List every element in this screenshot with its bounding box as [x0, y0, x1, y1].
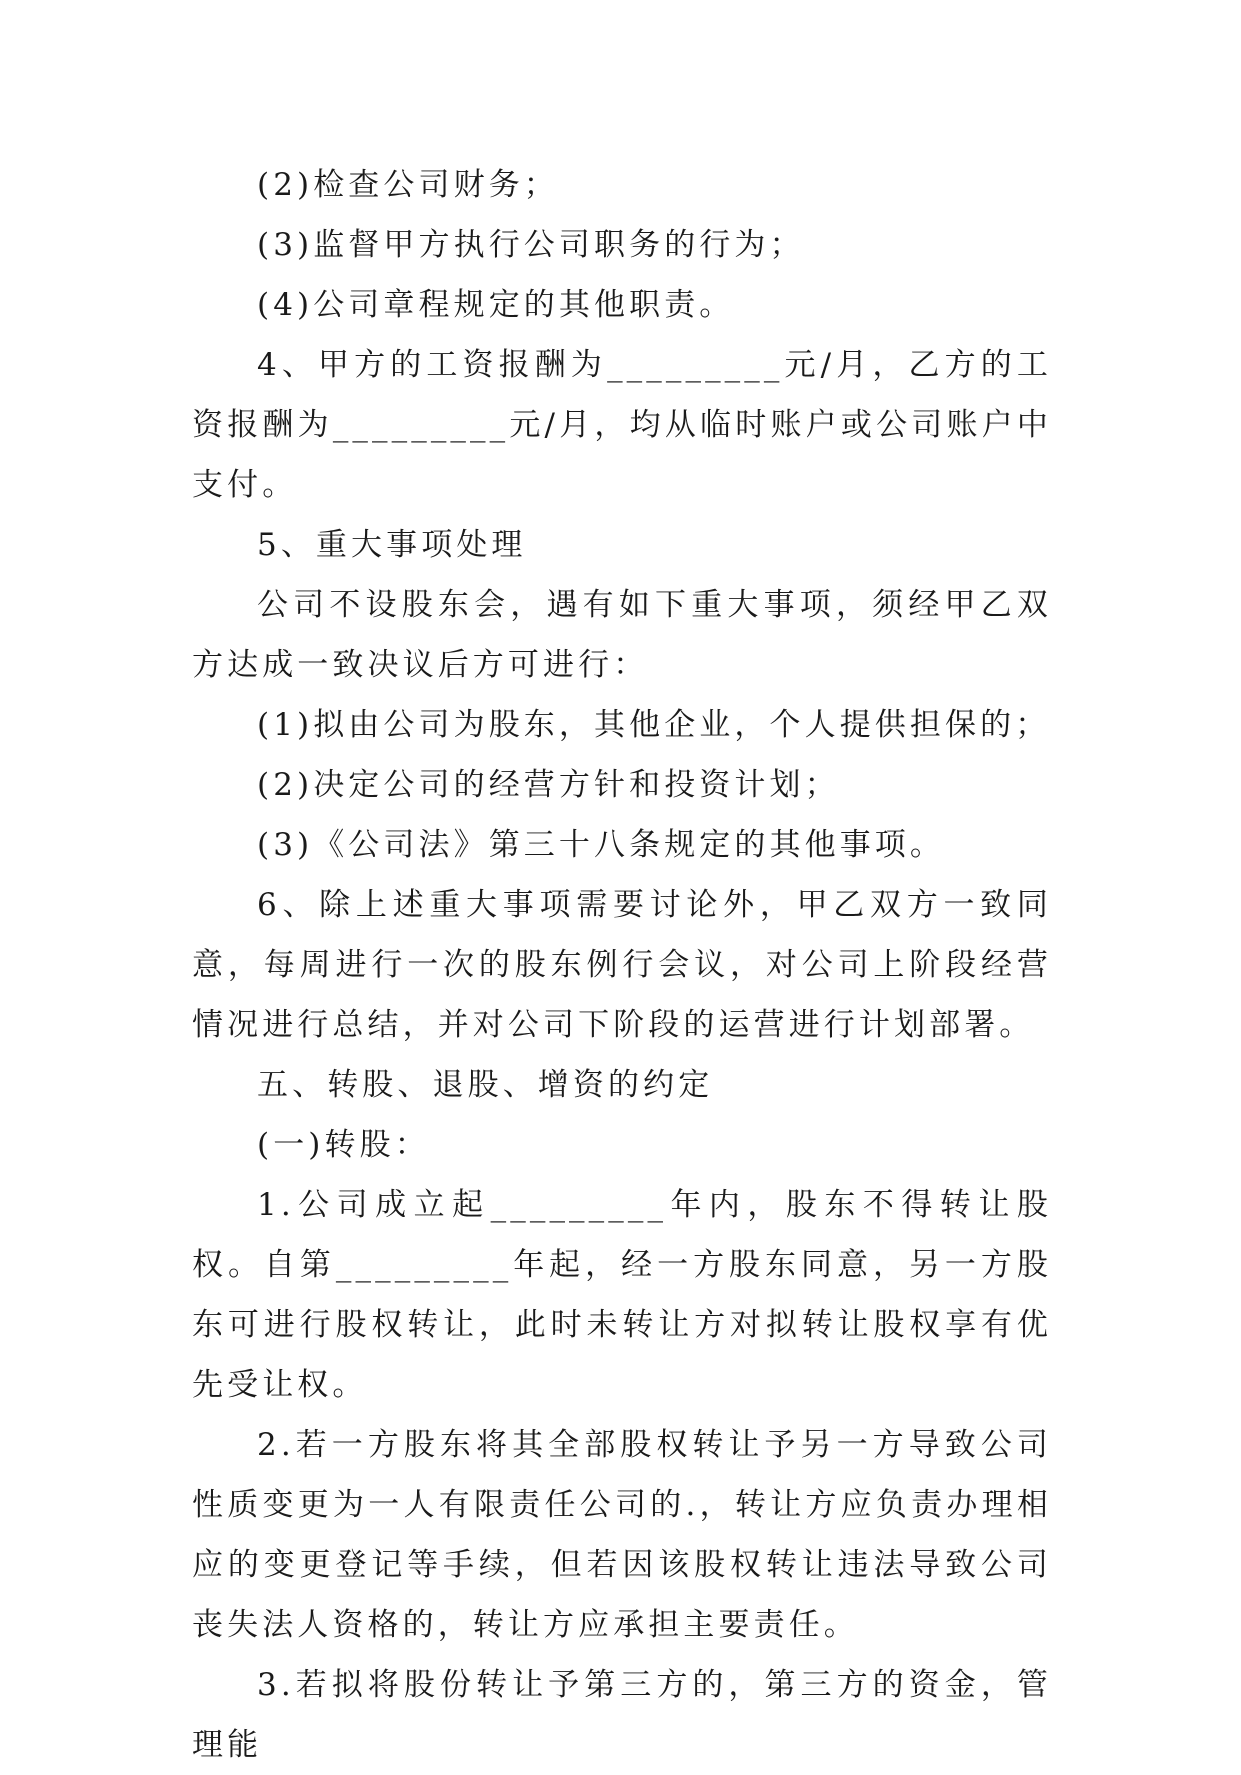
paragraph: 2.若一方股东将其全部股权转让予另一方导致公司性质变更为一人有限责任公司的.，转让方应负责办理相应的变更登记等手续，但若因该股权转让违法导致公司丧失法人资格的，转让方应承担主要责任。 — [192, 1427, 1052, 1643]
paragraph: (1)拟由公司为股东，其他企业，个人提供担保的； — [257, 707, 1051, 743]
paragraph: 4、甲方的工资报酬为_________元/月，乙方的工资报酬为_________元/月，均从临时账户或公司账户中支付。 — [192, 347, 1052, 503]
paragraph: 5、重大事项处理 — [257, 527, 527, 563]
paragraph: 五、转股、退股、增资的约定 — [257, 1067, 714, 1103]
paragraph: 6、除上述重大事项需要讨论外，甲乙双方一致同意，每周进行一次的股东例行会议，对公司上阶段经营情况进行总结，并对公司下阶段的运营进行计划部署。 — [192, 887, 1052, 1043]
paragraph: (4)公司章程规定的其他职责。 — [257, 287, 735, 323]
paragraph: (2)决定公司的经营方针和投资计划； — [257, 767, 840, 803]
paragraph: 公司不设股东会，遇有如下重大事项，须经甲乙双方达成一致决议后方可进行： — [192, 587, 1052, 683]
paragraph: (3)监督甲方执行公司职务的行为； — [257, 227, 805, 263]
paragraph: (2)检查公司财务； — [257, 167, 559, 203]
paragraph: (3)《公司法》第三十八条规定的其他事项。 — [257, 827, 946, 863]
paragraph: (一)转股： — [257, 1127, 430, 1163]
document-body — [192, 155, 1052, 1775]
paragraph: 3.若拟将股份转让予第三方的，第三方的资金，管理能 — [192, 1667, 1052, 1763]
paragraph: 1.公司成立起_________年内，股东不得转让股权。自第_________年起，经一方股东同意，另一方股东可进行股权转让，此时未转让方对拟转让股权享有优先受让权。 — [192, 1187, 1052, 1403]
